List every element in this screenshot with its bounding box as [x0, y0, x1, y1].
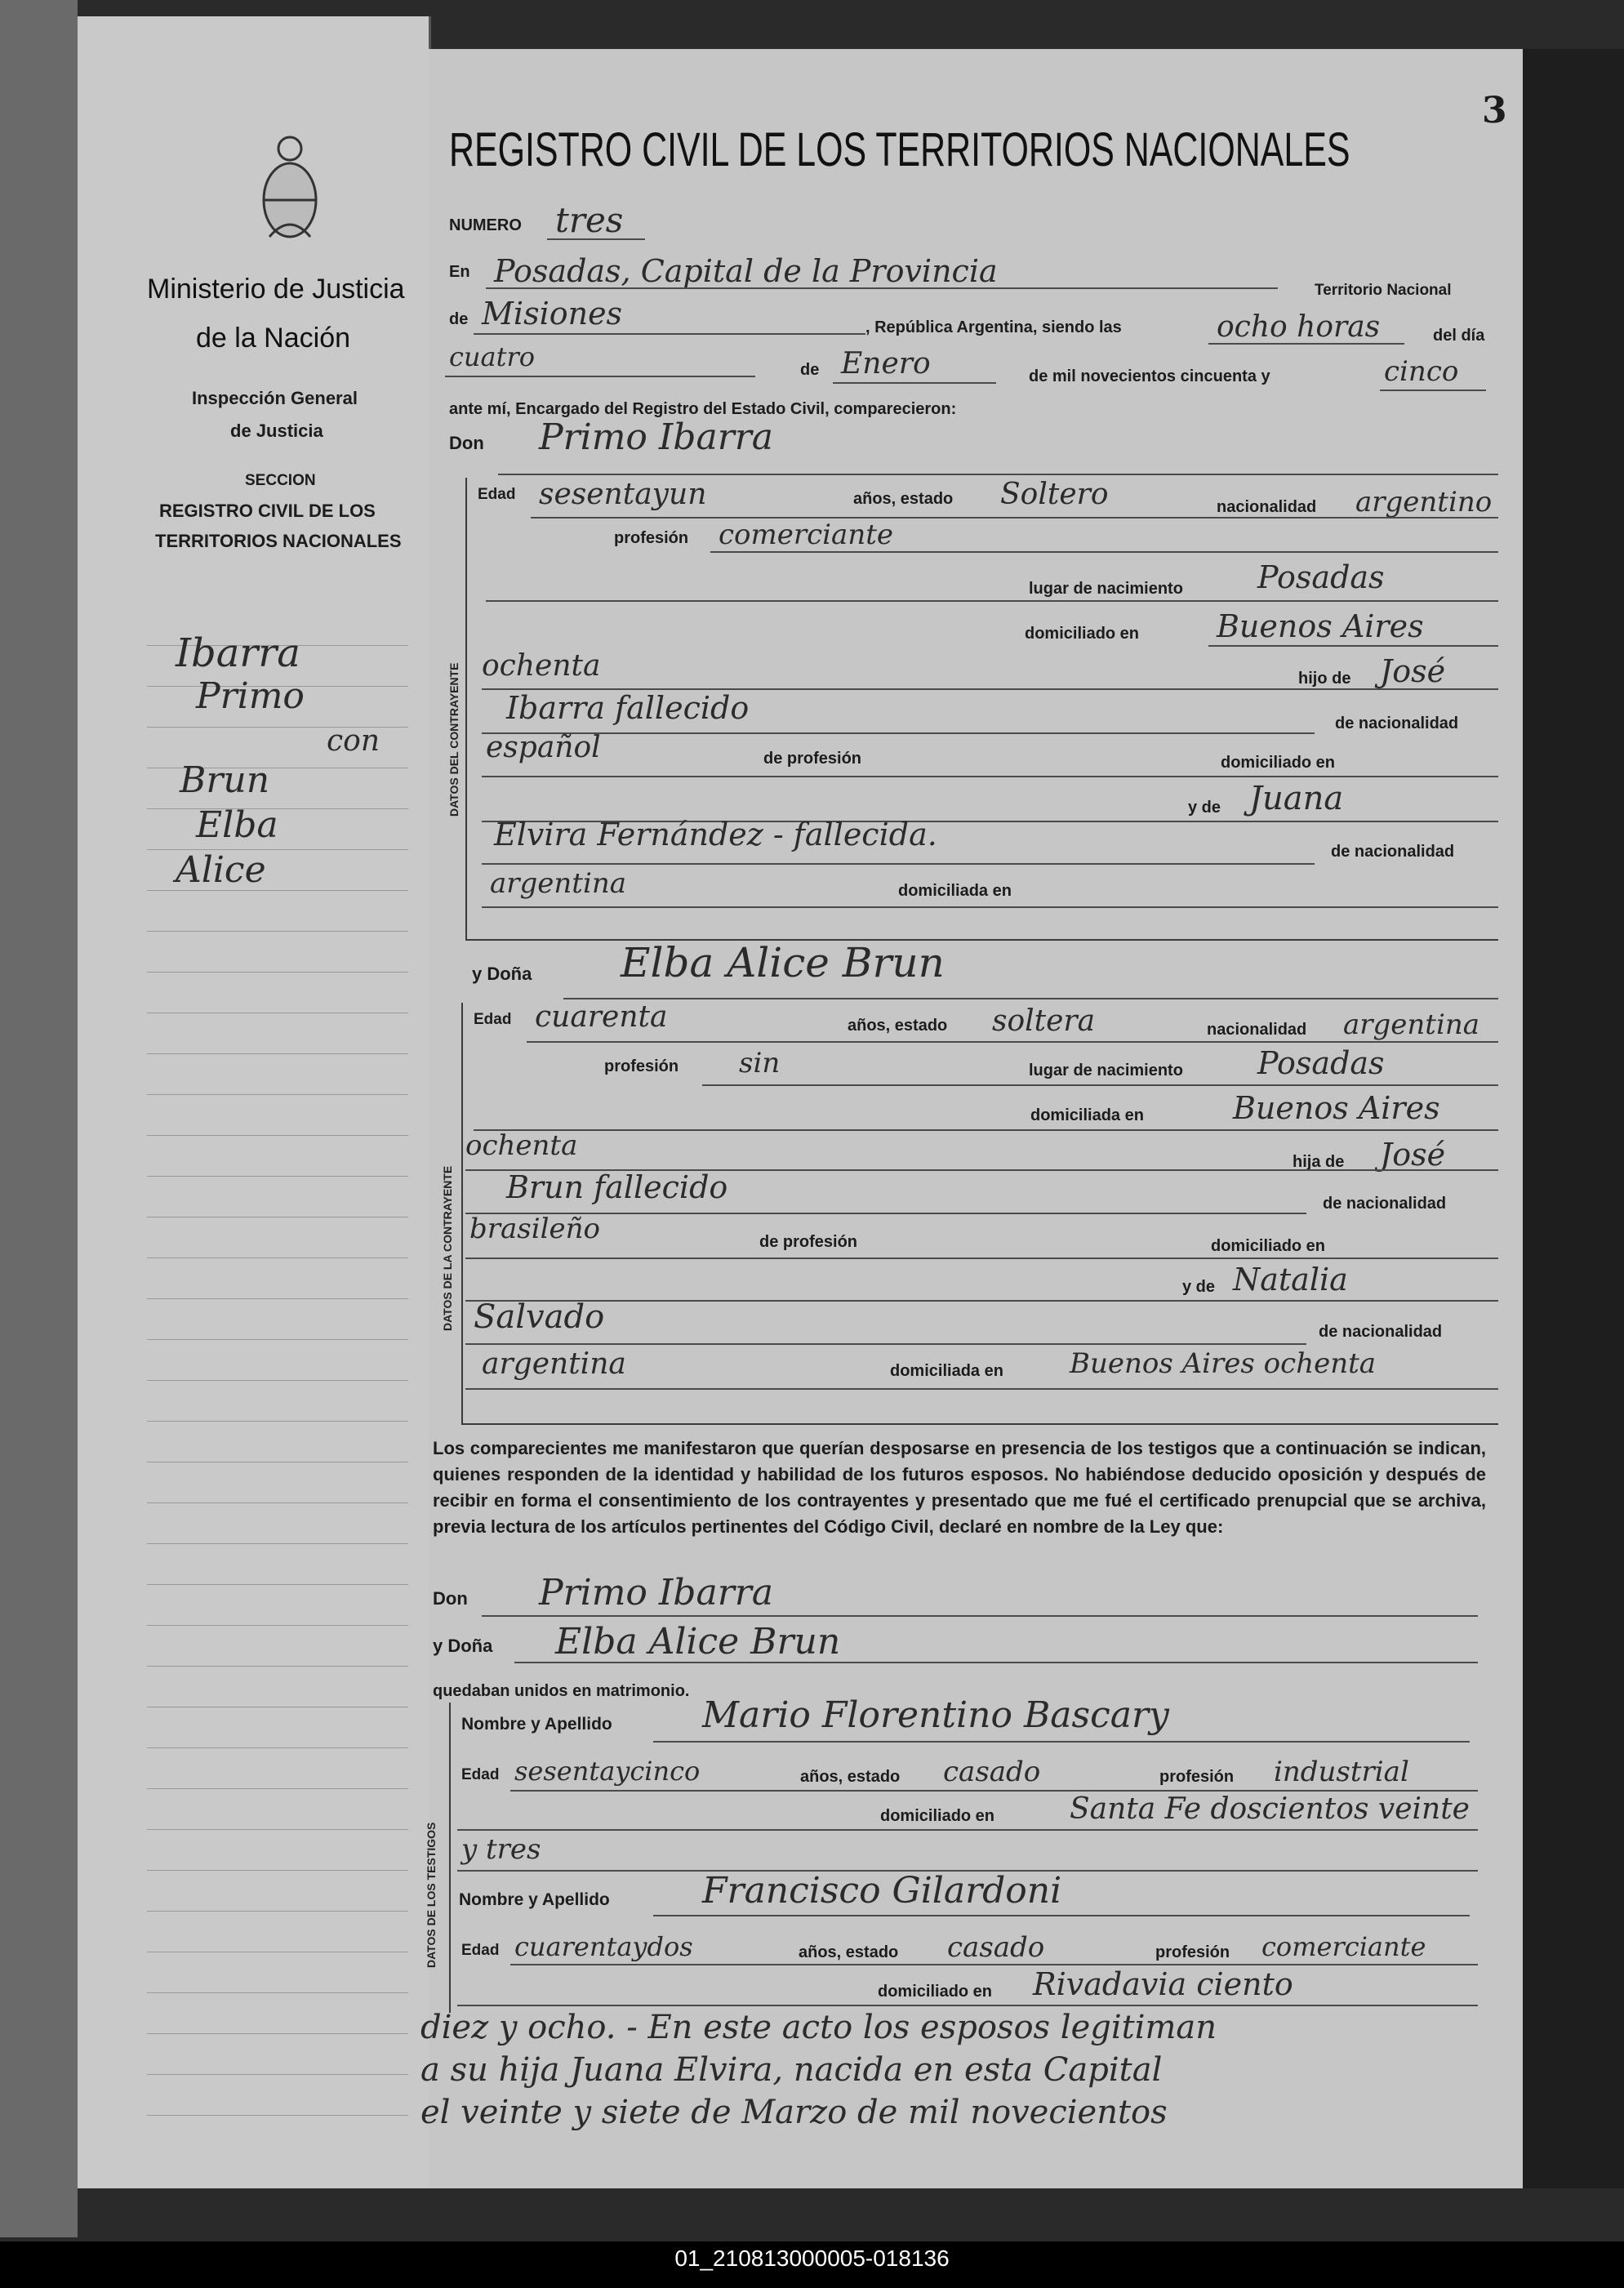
bride-label-profesion: profesión	[604, 1057, 679, 1075]
margin-note-bride-name1: Elba	[196, 804, 278, 846]
value-bride-name-2: Elba Alice Brun	[555, 1621, 841, 1663]
label-don: Don	[449, 433, 484, 453]
bride-label-nacionalidad: nacionalidad	[1207, 1021, 1307, 1039]
label-y-dona-2: y Doña	[433, 1636, 493, 1656]
margin-note-bride-name2: Alice	[176, 849, 266, 891]
value-numero: tres	[555, 200, 624, 240]
witness1-value-edad: sesentaycinco	[514, 1756, 701, 1787]
label-del-dia: del día	[1433, 327, 1485, 345]
margin-note-surname: Ibarra	[176, 630, 300, 676]
label-territorio: Territorio Nacional	[1315, 282, 1452, 299]
value-en: Posadas, Capital de la Provincia	[494, 253, 998, 289]
groom-value-domicilio2: ochenta	[482, 649, 601, 683]
value-groom-name: Primo Ibarra	[539, 416, 773, 458]
witness2-value-nombre: Francisco Gilardoni	[702, 1870, 1062, 1912]
bride-value-madre-dom: Buenos Aires ochenta	[1070, 1347, 1377, 1380]
witness2-value-edad: cuarentaydos	[514, 1931, 693, 1962]
bride-value-padre-nac: brasileño	[469, 1213, 600, 1245]
bride-value-madre-nac: argentina	[482, 1347, 626, 1381]
label-datos-testigos: DATOS DE LOS TESTIGOS	[425, 1822, 438, 1968]
label-don-2: Don	[433, 1588, 468, 1609]
page-edge	[1523, 49, 1624, 2188]
groom-label-madre-nac: de nacionalidad	[1331, 843, 1455, 861]
bride-value-madre2: Salvado	[474, 1298, 605, 1336]
groom-value-nacionalidad: argentino	[1355, 486, 1493, 519]
groom-value-padre-nac: español	[486, 731, 601, 764]
bride-value-domicilio: Buenos Aires	[1233, 1090, 1440, 1126]
bride-label-lugar-nac: lugar de nacimiento	[1029, 1062, 1183, 1079]
bride-value-estado: soltera	[992, 1004, 1096, 1038]
page-title: REGISTRO CIVIL DE LOS TERRITORIOS NACIONALES	[449, 123, 1350, 176]
witness2-label-estado: años, estado	[799, 1943, 899, 1961]
groom-value-padre2: Ibarra fallecido	[506, 690, 750, 726]
witness2-label-edad: Edad	[461, 1942, 500, 1959]
image-caption: 01_210813000005-018136	[674, 2246, 950, 2271]
witness1-value-profesion: industrial	[1274, 1756, 1409, 1788]
value-groom-name-2: Primo Ibarra	[539, 1572, 773, 1614]
witness2-label-profesion: profesión	[1155, 1943, 1230, 1961]
groom-label-y-de: y de	[1188, 799, 1221, 817]
label-ante-mi: ante mí, Encargado del Registro del Estado Civil, comparecieron:	[449, 400, 957, 418]
witness1-value-nombre: Mario Florentino Bascary	[702, 1694, 1169, 1736]
witness1-label-estado: años, estado	[800, 1768, 901, 1786]
declaration-paragraph: Los comparecientes me manifestaron que querían desposarse en presencia de los testigos que a continuación se indican, quienes responden de la identidad y habilidad de los futuros esposos. No habiéndose deducido oposición y después de recibir en forma el consentimiento de los contrayentes y presentado que me fué el certificado prenupcial que se archiva, previa lectura de los artículos pertinentes del Código Civil, declaré en nombre de la Ley que:	[433, 1438, 1486, 1537]
section-line1: SECCION	[245, 472, 316, 489]
groom-value-madre-nac: argentina	[490, 867, 627, 900]
witness2-label-domicilio: domiciliado en	[878, 1983, 993, 2001]
bride-value-nacionalidad: argentina	[1343, 1008, 1480, 1041]
label-de: de	[449, 310, 469, 328]
groom-label-hijo-de: hijo de	[1298, 670, 1351, 688]
value-bride-name: Elba Alice Brun	[621, 939, 945, 986]
value-horas: ocho horas	[1217, 310, 1381, 344]
groom-label-dom-padre: domiciliado en	[1221, 754, 1336, 772]
bride-value-padre2: Brun fallecido	[506, 1169, 728, 1205]
value-dia: cuatro	[449, 341, 536, 372]
groom-label-madre-dom: domiciliada en	[898, 882, 1012, 900]
groom-value-estado: Soltero	[1000, 478, 1109, 511]
bride-value-lugar-nac: Posadas	[1257, 1045, 1385, 1081]
value-anio: cinco	[1384, 355, 1459, 388]
label-numero: NUMERO	[449, 216, 522, 234]
bride-label-y-de: y de	[1182, 1278, 1216, 1296]
witness2-value-estado: casado	[947, 1931, 1045, 1964]
bride-label-estado: años, estado	[848, 1017, 948, 1035]
closing-line2: a su hija Juana Elvira, nacida en esta Capital	[420, 2051, 1163, 2089]
bride-value-edad: cuarenta	[535, 1000, 668, 1034]
groom-value-edad: sesentayun	[539, 478, 707, 511]
groom-value-domicilio: Buenos Aires	[1217, 608, 1424, 644]
coat-of-arms-icon	[253, 131, 327, 245]
witness1-value-domicilio2: y tres	[461, 1833, 541, 1866]
bride-label-hija-de: hija de	[1293, 1153, 1345, 1171]
inspection-line2: de Justicia	[230, 421, 323, 441]
groom-value-profesion: comerciante	[719, 519, 893, 551]
label-republica: , República Argentina, siendo las	[865, 318, 1122, 336]
margin-note-bride-surname: Brun	[180, 759, 270, 801]
label-datos-contrayente: DATOS DEL CONTRAYENTE	[447, 662, 461, 817]
groom-label-profesion-padre: de profesión	[763, 750, 862, 768]
groom-label-edad: Edad	[478, 486, 516, 503]
groom-label-estado: años, estado	[853, 490, 954, 508]
ministry-line1: Ministerio de Justicia	[147, 274, 405, 305]
bride-label-dom-padre: domiciliado en	[1211, 1237, 1326, 1255]
groom-label-lugar-nac: lugar de nacimiento	[1029, 580, 1183, 598]
groom-label-domicilio: domiciliado en	[1025, 625, 1140, 643]
bride-label-edad: Edad	[474, 1011, 512, 1028]
label-datos-contrayenta: DATOS DE LA CONTRAYENTE	[441, 1165, 454, 1331]
bride-label-madre-dom: domiciliada en	[890, 1362, 1003, 1380]
bride-value-domicilio2: ochenta	[465, 1129, 578, 1162]
section-line3: TERRITORIOS NACIONALES	[155, 531, 402, 551]
closing-line3: el veinte y siete de Marzo de mil novecientos	[420, 2094, 1168, 2131]
book-spine	[0, 0, 78, 2237]
margin-note-name: Primo	[196, 675, 305, 717]
witness1-value-estado: casado	[943, 1756, 1041, 1788]
groom-label-nacionalidad: nacionalidad	[1217, 498, 1317, 516]
closing-line1: diez y ocho. - En este acto los esposos legitiman	[420, 2009, 1217, 2046]
bride-value-madre: Natalia	[1233, 1262, 1348, 1298]
witness2-value-profesion: comerciante	[1261, 1931, 1426, 1962]
bride-label-padre-nac: de nacionalidad	[1323, 1195, 1447, 1213]
witness1-label-profesion: profesión	[1159, 1768, 1235, 1786]
groom-label-padre-nac: de nacionalidad	[1335, 714, 1459, 732]
groom-value-madre: Juana	[1249, 780, 1344, 817]
label-quedaban: quedaban unidos en matrimonio.	[433, 1682, 690, 1700]
value-mes: Enero	[841, 347, 931, 381]
groom-value-padre: José	[1380, 653, 1446, 689]
margin-note-con: con	[327, 724, 380, 758]
section-line2: REGISTRO CIVIL DE LOS	[159, 501, 376, 521]
witness1-label-nombre: Nombre y Apellido	[461, 1715, 612, 1734]
ministry-line2: de la Nación	[196, 323, 351, 354]
bride-label-profesion-padre: de profesión	[759, 1233, 858, 1251]
groom-value-lugar-nac: Posadas	[1257, 559, 1385, 595]
label-mil-novecientos: de mil novecientos cincuenta y	[1029, 367, 1270, 385]
label-en: En	[449, 263, 470, 281]
label-de-mes: de	[800, 361, 820, 379]
value-territorio: Misiones	[482, 296, 623, 332]
witness2-value-domicilio: Rivadavia ciento	[1033, 1966, 1293, 2002]
groom-label-profesion: profesión	[614, 529, 689, 547]
bride-value-profesion: sin	[739, 1047, 781, 1079]
witness2-label-nombre: Nombre y Apellido	[459, 1890, 610, 1909]
witness1-label-domicilio: domiciliado en	[880, 1807, 995, 1825]
bride-label-madre-nac: de nacionalidad	[1319, 1323, 1443, 1341]
bride-value-padre: José	[1380, 1137, 1446, 1173]
witness1-label-edad: Edad	[461, 1766, 500, 1783]
witness1-value-domicilio: Santa Fe doscientos veinte	[1070, 1792, 1470, 1826]
inspection-line1: Inspección General	[192, 388, 358, 408]
label-y-dona: y Doña	[472, 964, 532, 984]
page-number: 3	[1482, 90, 1507, 131]
bride-label-domicilio: domiciliada en	[1030, 1106, 1144, 1124]
groom-value-madre2: Elvira Fernández - fallecida.	[494, 817, 937, 852]
